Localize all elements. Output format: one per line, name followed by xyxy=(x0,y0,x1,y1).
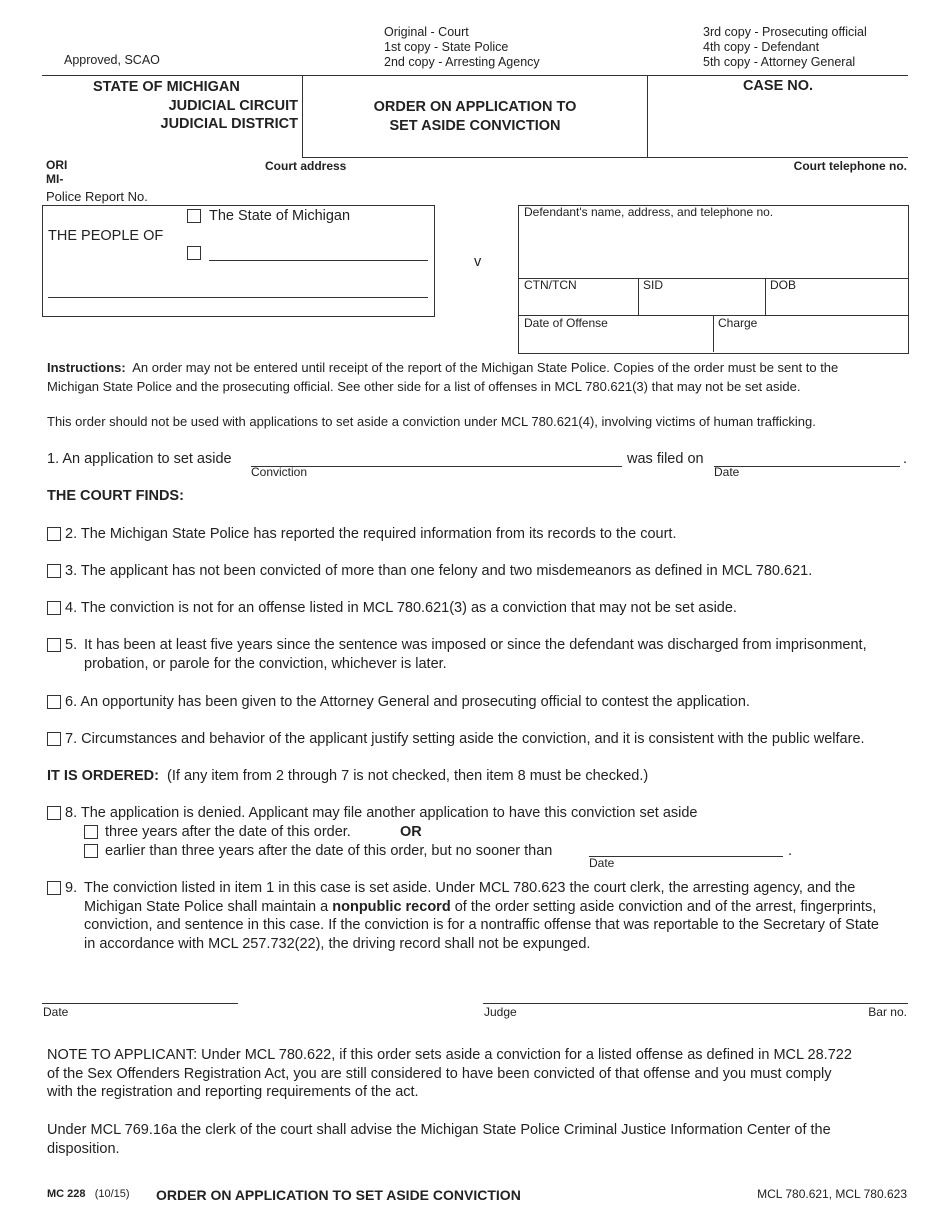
item1-filed-on: was filed on xyxy=(627,451,704,467)
item-9-num: 9. xyxy=(65,880,78,896)
item1-prefix: 1. An application to set aside xyxy=(47,451,232,467)
approved-label: Approved, SCAO xyxy=(64,53,160,67)
clerk-advisement: Under MCL 769.16a the clerk of the court shall advise the Michigan State Police Criminal Justice Information Center of the disposition. xyxy=(47,1122,831,1157)
police-report-label: Police Report No. xyxy=(46,189,148,204)
other-party-checkbox[interactable] xyxy=(187,246,201,260)
footer-title: ORDER ON APPLICATION TO SET ASIDE CONVICTION xyxy=(156,1187,521,1203)
finding-5: It has been at least five years since the sentence was imposed or since the defendant was discharged from imprisonment, probation, or parole for the conviction, whichever is later. xyxy=(84,637,867,672)
court-address-label: Court address xyxy=(265,159,347,173)
instructions: Instructions: An order may not be entered until receipt of the report of the Michigan State Police. Copies of the order must be sent to the Michigan State Police and the prosecuting official. See other side for a list of offenses in MCL 780.621(3) that may not be set aside. xyxy=(47,360,839,394)
earlier-checkbox[interactable] xyxy=(84,844,98,858)
or-label: OR xyxy=(400,824,422,840)
footer-mcl: MCL 780.621, MCL 780.623 xyxy=(757,1187,907,1201)
case-no-label: CASE NO. xyxy=(742,78,814,94)
people-of-label: THE PEOPLE OF xyxy=(48,228,164,244)
earlier-option: earlier than three years after the date of this order, but no sooner than xyxy=(105,843,553,859)
conviction-caption: Conviction xyxy=(251,465,308,479)
finding-7-checkbox[interactable] xyxy=(47,732,61,746)
finding-4-checkbox[interactable] xyxy=(47,601,61,615)
ctn-label: CTN/TCN xyxy=(524,278,577,292)
no-sooner-date-caption: Date xyxy=(589,856,615,870)
finding-5-num: 5. xyxy=(65,637,78,653)
versus-label: v xyxy=(474,254,482,270)
finding-6-checkbox[interactable] xyxy=(47,695,61,709)
no-sooner-date-line[interactable] xyxy=(589,856,783,857)
dob-label: DOB xyxy=(770,278,797,292)
item-9-checkbox[interactable] xyxy=(47,881,61,895)
item-8-checkbox[interactable] xyxy=(47,806,61,820)
court-finds-heading: THE COURT FINDS: xyxy=(47,488,184,504)
date-of-offense-label: Date of Offense xyxy=(524,316,608,330)
filed-date-caption: Date xyxy=(714,465,740,479)
it-is-ordered: IT IS ORDERED: (If any item from 2 through 7 is not checked, then item 8 must be checked.) xyxy=(47,768,649,784)
signature-date-line[interactable] xyxy=(42,1003,238,1004)
header-bottom-rule xyxy=(302,157,908,158)
header-top-rule xyxy=(42,75,908,76)
charge-label: Charge xyxy=(718,316,758,330)
finding-6: 6. An opportunity has been given to the Attorney General and prosecuting official to contest the application. xyxy=(65,694,750,710)
sid-label: SID xyxy=(643,278,664,292)
sid-dob-divider xyxy=(765,278,766,315)
people-of-extra-line[interactable] xyxy=(48,297,428,298)
ctn-sid-divider xyxy=(638,278,639,315)
finding-4: 4. The conviction is not for an offense listed in MCL 780.621(3) as a conviction that may not be set aside. xyxy=(65,600,737,616)
item-8-period: . xyxy=(788,843,793,859)
ori-label: ORI MI- xyxy=(46,158,68,186)
bar-no-label: Bar no. xyxy=(868,1005,907,1019)
finding-2-checkbox[interactable] xyxy=(47,527,61,541)
finding-3: 3. The applicant has not been convicted of more than one felony and two misdemeanors as defined in MCL 780.621. xyxy=(65,563,813,579)
finding-5-checkbox[interactable] xyxy=(47,638,61,652)
judge-label: Judge xyxy=(484,1005,517,1019)
item-8: 8. The application is denied. Applicant may file another application to have this conviction set aside xyxy=(65,805,698,821)
filed-date-line[interactable] xyxy=(714,466,900,467)
judge-signature-line[interactable] xyxy=(483,1003,908,1004)
finding-7: 7. Circumstances and behavior of the applicant justify setting aside the conviction, and it is consistent with the public welfare. xyxy=(65,731,865,747)
signature-date-label: Date xyxy=(43,1005,69,1019)
court-telephone-label: Court telephone no. xyxy=(793,159,907,173)
item1-period: . xyxy=(903,451,908,467)
finding-3-checkbox[interactable] xyxy=(47,564,61,578)
three-years-checkbox[interactable] xyxy=(84,825,98,839)
other-party-line[interactable] xyxy=(209,260,428,261)
offense-charge-divider xyxy=(713,315,714,352)
three-years-option: three years after the date of this order. xyxy=(105,824,351,840)
state-of-michigan-checkbox[interactable] xyxy=(187,209,201,223)
note-to-applicant: NOTE TO APPLICANT: Under MCL 780.622, if this order sets aside a conviction for a listed offense as defined in MCL 28.722 of the Sex Offenders Registration Act, you are still considered to have been convicted of that offense and you must comply with the registration and reporting requirements of the act. xyxy=(47,1047,852,1100)
copy-distribution-right: 3rd copy - Prosecuting official 4th copy - Defendant 5th copy - Attorney General xyxy=(703,25,867,69)
defendant-name-label: Defendant's name, address, and telephone no. xyxy=(524,205,774,219)
finding-2: 2. The Michigan State Police has reported the required information from its records to the court. xyxy=(65,526,677,542)
court-jurisdiction: STATE OF MICHIGAN JUDICIAL CIRCUIT JUDICIAL DISTRICT xyxy=(93,79,298,132)
item-9: The conviction listed in item 1 in this case is set aside. Under MCL 780.623 the court clerk, the arresting agency, and the Michigan State Police shall maintain a nonpublic record of the order setting aside conviction and of the arrest, fingerprints, conviction, and sentence in this case. If the conviction is for a nontraffic offense that was reportable to the Secretary of State in accordance with MCL 257.732(22), the driving record shall not be expunged. xyxy=(84,880,880,952)
trafficking-note: This order should not be used with applications to set aside a conviction under MCL 780.621(4), involving victims of human trafficking. xyxy=(47,414,816,429)
form-title: ORDER ON APPLICATION TO SET ASIDE CONVICTION xyxy=(373,99,577,134)
copy-distribution-left: Original - Court 1st copy - State Police 2nd copy - Arresting Agency xyxy=(384,25,540,69)
state-of-michigan-label: The State of Michigan xyxy=(209,208,351,224)
form-number: MC 228 (10/15) xyxy=(47,1188,130,1200)
